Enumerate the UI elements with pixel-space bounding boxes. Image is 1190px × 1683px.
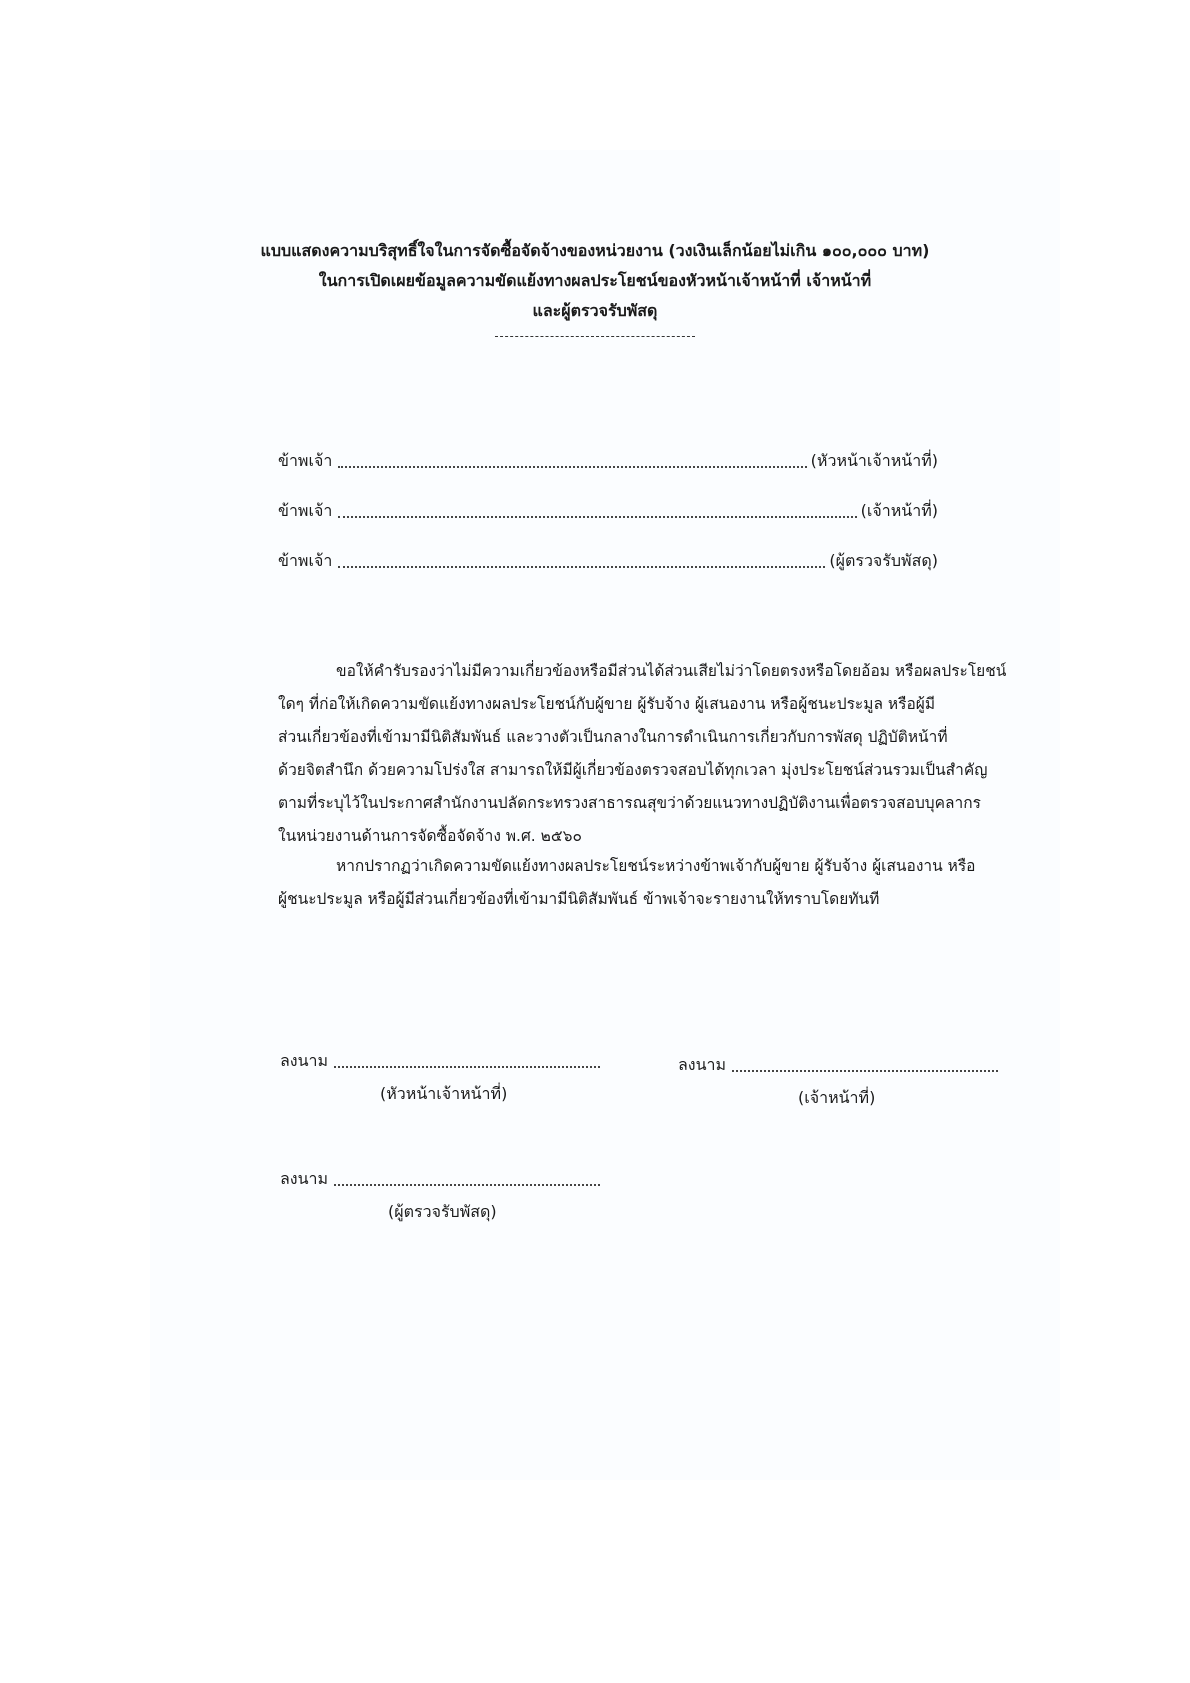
signature-label: ลงนาม <box>280 1169 329 1188</box>
signature-role: (เจ้าหน้าที่) <box>798 1088 876 1107</box>
name-fill-line[interactable] <box>338 465 806 468</box>
paragraph-line: หากปรากฏว่าเกิดความขัดแย้งทางผลประโยชน์ระหว่างข้าพเจ้ากับผู้ขาย ผู้รับจ้าง ผู้เสนองาน หรือ <box>336 857 976 875</box>
name-fill-line[interactable] <box>338 565 825 568</box>
certification-paragraph <box>278 655 1007 853</box>
declaration-role: (ผู้ตรวจรับพัสดุ) <box>829 551 938 570</box>
title-divider <box>495 328 695 337</box>
paragraph-line: ส่วนเกี่ยวข้องที่เข้ามามีนิติสัมพันธ์ และวางตัวเป็นกลางในการดำเนินการเกี่ยวกับการพัสดุ ปฏิบัติหน้าที่ <box>278 728 948 746</box>
signature-line[interactable] <box>732 1069 998 1072</box>
signature-label: ลงนาม <box>280 1051 329 1070</box>
declaration-role: (เจ้าหน้าที่) <box>860 501 938 520</box>
declaration-label: ข้าพเจ้า <box>278 501 333 520</box>
paragraph-line: ใดๆ ที่ก่อให้เกิดความขัดแย้งทางผลประโยชน์กับผู้ขาย ผู้รับจ้าง ผู้เสนองาน หรือผู้ชนะประมูล หรือผู้มี <box>278 695 936 713</box>
title-line-1: แบบแสดงความบริสุทธิ์ใจในการจัดซื้อจัดจ้างของหน่วยงาน (วงเงินเล็กน้อยไม่เกิน ๑๐๐,๐๐๐ บาท) <box>260 241 930 260</box>
declaration-row-officer <box>278 494 938 524</box>
name-fill-line[interactable] <box>338 515 856 518</box>
signature-role: (ผู้ตรวจรับพัสดุ) <box>388 1202 497 1221</box>
paragraph-line: ผู้ชนะประมูล หรือผู้มีส่วนเกี่ยวข้องที่เข้ามามีนิติสัมพันธ์ ข้าพเจ้าจะรายงานให้ทราบโดยทันที <box>278 890 880 908</box>
declaration-role: (หัวหน้าเจ้าหน้าที่) <box>810 451 938 470</box>
paragraph-line: ขอให้คำรับรองว่าไม่มีความเกี่ยวข้องหรือมีส่วนได้ส่วนเสียไม่ว่าโดยตรงหรือโดยอ้อม หรือผลประโยชน์ <box>336 662 1007 680</box>
signature-officer <box>678 1050 998 1111</box>
title-line-3: และผู้ตรวจรับพัสดุ <box>532 301 658 320</box>
signature-line[interactable] <box>334 1183 600 1186</box>
declaration-row-inspector <box>278 544 938 574</box>
signature-line[interactable] <box>334 1065 600 1068</box>
title-line-2: ในการเปิดเผยข้อมูลความขัดแย้งทางผลประโยชน์ของหัวหน้าเจ้าหน้าที่ เจ้าหน้าที่ <box>318 271 872 290</box>
reporting-paragraph <box>278 850 998 916</box>
paragraph-line: ด้วยจิตสำนึก ด้วยความโปร่งใส สามารถให้มีผู้เกี่ยวข้องตรวจสอบได้ทุกเวลา มุ่งประโยชน์ส่วนรวมเป็นสำคัญ <box>278 761 988 779</box>
form-title <box>150 236 1040 337</box>
declaration-label: ข้าพเจ้า <box>278 451 333 470</box>
signature-head-officer <box>280 1046 600 1107</box>
signature-inspector <box>280 1164 600 1225</box>
signature-label: ลงนาม <box>678 1055 727 1074</box>
signature-role: (หัวหน้าเจ้าหน้าที่) <box>380 1084 508 1103</box>
declaration-row-head-officer <box>278 444 938 474</box>
paragraph-line: ในหน่วยงานด้านการจัดซื้อจัดจ้าง พ.ศ. ๒๕๖๐ <box>278 827 582 845</box>
declaration-label: ข้าพเจ้า <box>278 551 333 570</box>
paragraph-line: ตามที่ระบุไว้ในประกาศสำนักงานปลัดกระทรวงสาธารณสุขว่าด้วยแนวทางปฏิบัติงานเพื่อตรวจสอบบุคลากร <box>278 794 981 812</box>
